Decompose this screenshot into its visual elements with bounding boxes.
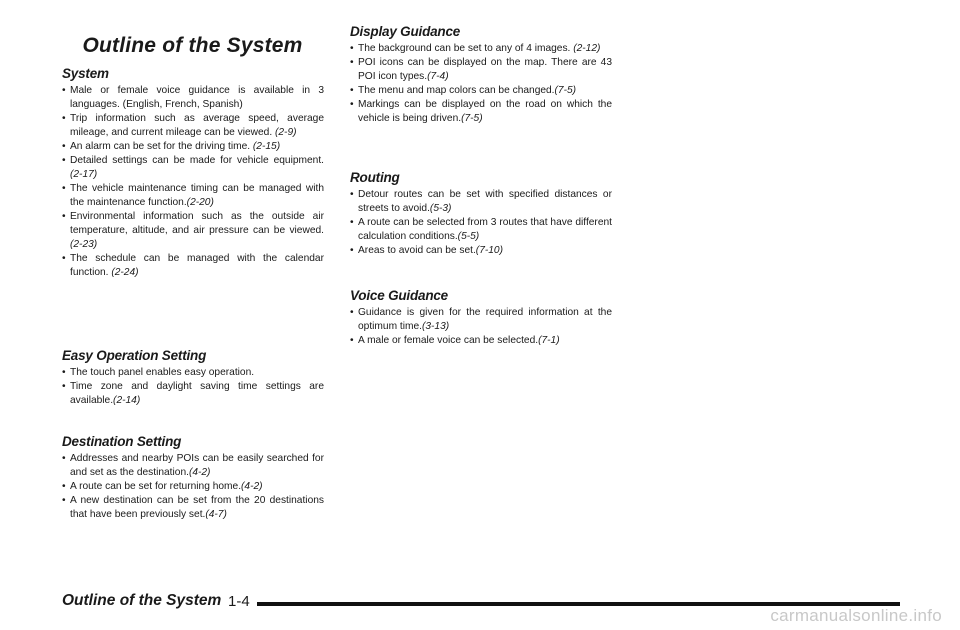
- list-item: • The touch panel enables easy operation.: [62, 366, 324, 380]
- bullet-list: [350, 188, 612, 258]
- list-item: • Trip information such as average speed, average mileage, and current mileage can be viewed. (2-9): [62, 112, 324, 140]
- list-item: • A male or female voice can be selected.(7-1): [350, 334, 612, 348]
- page-number: 1-4: [228, 593, 250, 610]
- list-item: • POI icons can be displayed on the map. There are 43 POI icon types.(7-4): [350, 56, 612, 84]
- section-heading: Easy Operation Setting: [62, 348, 207, 363]
- list-item: • A new destination can be set from the 20 destinations that have been previously set.(4-7): [62, 494, 324, 522]
- section-heading: Routing: [350, 170, 400, 185]
- list-item: • Detailed settings can be made for vehicle equipment. (2-17): [62, 154, 324, 182]
- list-item: • Male or female voice guidance is available in 3 languages. (English, French, Spanish): [62, 84, 324, 112]
- section-heading: System: [62, 66, 109, 81]
- section-heading: Destination Setting: [62, 434, 182, 449]
- watermark: carmanualsonline.info: [770, 606, 942, 625]
- bullet-list: [62, 452, 324, 522]
- list-item: • Areas to avoid can be set.(7-10): [350, 244, 612, 258]
- list-item: • Addresses and nearby POIs can be easily searched for and set as the destination.(4-2): [62, 452, 324, 480]
- section-voice-guidance: [350, 288, 612, 348]
- section-heading: Display Guidance: [350, 24, 461, 39]
- list-item: • An alarm can be set for the driving time. (2-15): [62, 140, 324, 154]
- bullet-list: [62, 84, 324, 280]
- list-item: • A route can be set for returning home.(4-2): [62, 480, 324, 494]
- list-item: • Markings can be displayed on the road on which the vehicle is being driven.(7-5): [350, 98, 612, 126]
- bullet-list: [350, 42, 612, 126]
- list-item: • The menu and map colors can be changed.(7-5): [350, 84, 612, 98]
- section-display-guidance: [350, 24, 612, 126]
- list-item: • Guidance is given for the required information at the optimum time.(3-13): [350, 306, 612, 334]
- list-item: • The schedule can be managed with the calendar function. (2-24): [62, 252, 324, 280]
- list-item: • A route can be selected from 3 routes that have different calculation conditions.(5-5): [350, 216, 612, 244]
- list-item: • The vehicle maintenance timing can be managed with the maintenance function.(2-20): [62, 182, 324, 210]
- bullet-list: [350, 306, 612, 348]
- section-destination: [62, 434, 324, 522]
- list-item: • Environmental information such as the outside air temperature, altitude, and air pressure can be viewed. (2-23): [62, 210, 324, 252]
- list-item: • The background can be set to any of 4 images. (2-12): [350, 42, 612, 56]
- list-item: • Time zone and daylight saving time settings are available.(2-14): [62, 380, 324, 408]
- section-heading: Voice Guidance: [350, 288, 448, 303]
- list-item: • Detour routes can be set with specified distances or streets to avoid.(5-3): [350, 188, 612, 216]
- section-routing: [350, 170, 612, 258]
- footer-section-label: Outline of the System: [62, 592, 222, 609]
- bullet-list: [62, 366, 324, 408]
- page-title: Outline of the System: [82, 34, 303, 58]
- section-system: [62, 66, 324, 280]
- section-easy-operation: [62, 348, 324, 408]
